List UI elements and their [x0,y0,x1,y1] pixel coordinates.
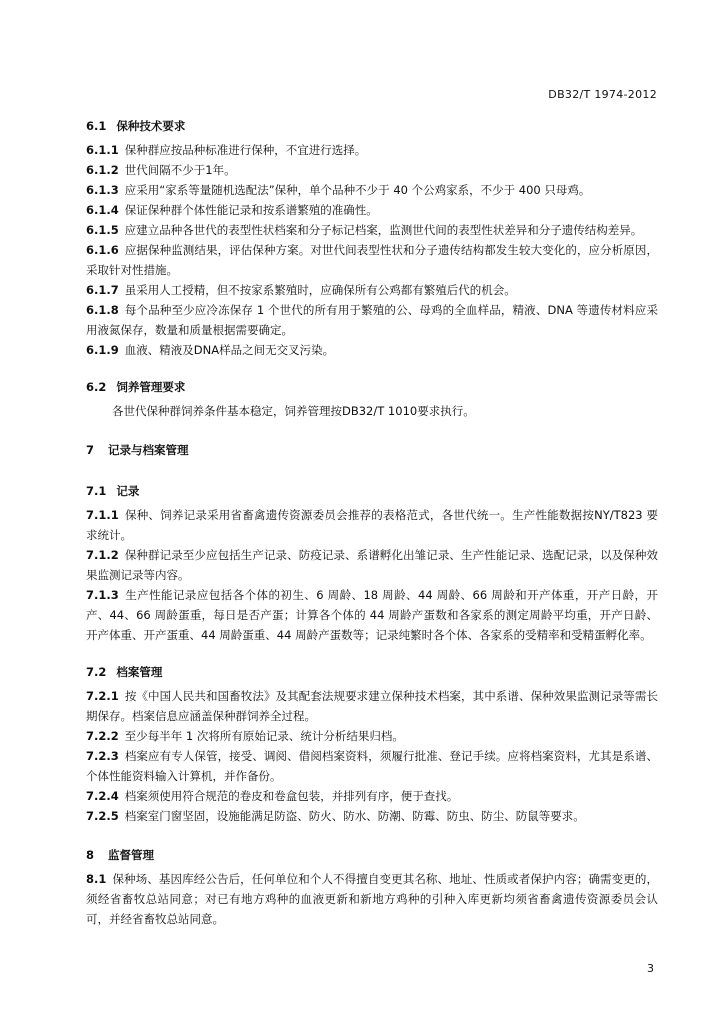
clause-number: 7.2.2 [86,729,119,743]
clause-number: 7.2.4 [86,789,119,803]
heading-title: 记录 [116,484,140,498]
clause-text: 档案应有专人保管，接受、调阅、借阅档案资料，须履行批准、登记手续。应将档案资料，尤其是系谱、个体性能资料输入计算机，并作备份。 [86,749,658,783]
clause [86,200,658,220]
clause [86,726,658,746]
clause-text: 各世代保种群饲养条件基本稳定，饲养管理按DB32/T 1010要求执行。 [112,404,475,418]
heading-title: 监督管理 [108,848,155,862]
page-number: 3 [647,962,654,975]
clause-text: 世代间隔不少于1年。 [124,163,236,177]
heading-number: 7 [86,443,95,457]
chapter-heading [86,845,658,865]
clause-number: 7.2.1 [86,689,119,703]
clause [86,340,658,360]
clause [86,786,658,806]
clause [86,240,658,280]
heading-number: 8 [86,848,95,862]
clause-number: 6.1.4 [86,203,119,217]
clause-text: 档案室门窗坚固，设施能满足防盗、防火、防水、防潮、防霉、防虫、防尘、防鼠等要求。 [124,809,585,823]
clause-number: 6.1.6 [86,243,119,257]
clause-text: 保种群记录至少应包括生产记录、防疫记录、系谱孵化出雏记录、生产性能记录、选配记录，以及保种效果监测记录等内容。 [86,548,658,582]
clause [86,280,658,300]
paragraph [86,401,658,421]
clause-number: 7.2.5 [86,809,119,823]
section-heading [86,377,658,397]
chapter-heading [86,440,658,460]
clause-number: 6.1.2 [86,163,119,177]
clause-text: 保种、饲养记录采用省畜禽遗传资源委员会推荐的表格范式，各世代统一。生产性能数据按NY/T823 要求统计。 [86,508,658,542]
section-gap [86,421,658,430]
clause-text: 档案须使用符合规范的卷皮和卷盒包装，并排列有序，便于查找。 [124,789,459,803]
heading-number: 6.1 [86,119,107,133]
clause-number: 6.1.8 [86,303,119,317]
clause [86,806,658,826]
clause-text: 至少每半年 1 次将所有原始记录、统计分析结果归档。 [124,729,404,743]
clause [86,686,658,726]
clause-text: 保种群应按品种标准进行保种，不宜进行选择。 [124,143,367,157]
section-gap [86,360,658,369]
clause [86,160,658,180]
clause-text: 生产性能记录应包括各个体的初生、6 周龄、18 周龄、44 周龄、66 周龄和开产体重，开产日龄，开产、44、66 周龄蛋重，每日是否产蛋；计算各个体的 44 周龄产蛋数和各家系的测定周龄平均重，开产日龄、开产体重、开产蛋重、44 周龄蛋重、44 周龄产蛋数等；记录纯繁时各个体、各家系的受精率和受精蛋孵化率。 [86,588,658,642]
clause-text: 血液、精液及DNA样品之间无交叉污染。 [124,343,335,357]
clause-number: 6.1.9 [86,343,119,357]
section-heading [86,481,658,501]
clause-number: 7.1.1 [86,508,119,522]
clause [86,746,658,786]
clause-number: 8.1 [86,872,107,886]
heading-title: 档案管理 [116,665,163,679]
clause [86,505,658,545]
clause-number: 6.1.5 [86,223,119,237]
clause-number: 7.2.3 [86,749,119,763]
clause-text: 按《中国人民共和国畜牧法》及其配套法规要求建立保种技术档案，其中系谱、保种效果监测记录等需长期保存。档案信息应涵盖保种群饲养全过程。 [86,689,658,723]
section-heading [86,116,658,136]
clause-text: 保种场、基因库经公告后，任何单位和个人不得擅自变更其名称、地址、性质或者保护内容；确需变更的，须经省畜牧总站同意；对已有地方鸡种的血液更新和新地方鸡种的引种入库更新均须省畜禽遗传资源委员会认可，并经省畜牧总站同意。 [86,872,658,926]
heading-title: 记录与档案管理 [108,443,189,457]
heading-title: 保种技术要求 [116,119,186,133]
clause-number: 6.1.3 [86,183,119,197]
standard-number: DB32/T 1974-2012 [548,88,657,101]
document-body [86,108,658,929]
clause [86,869,658,929]
clause [86,140,658,160]
clause-text: 应建立品种各世代的表型性状档案和分子标记档案，监测世代间的表型性状差异和分子遗传结构差异。 [124,223,643,237]
section-gap [86,464,658,473]
clause-text: 虽采用人工授精，但不按家系繁殖时，应确保所有公鸡都有繁殖后代的机会。 [124,283,516,297]
section-gap [86,645,658,654]
clause [86,180,658,200]
clause-text: 保证保种群个体性能记录和按系谱繁殖的准确性。 [124,203,378,217]
clause-number: 6.1.1 [86,143,119,157]
section-gap [86,826,658,835]
clause [86,300,658,340]
clause [86,545,658,585]
heading-number: 6.2 [86,380,107,394]
clause [86,585,658,645]
clause [86,220,658,240]
clause-text: 应采用“家系等量随机选配法”保种，单个品种不少于 40 个公鸡家系，不少于 400 只母鸡。 [124,183,591,197]
heading-title: 饲养管理要求 [116,380,186,394]
heading-number: 7.2 [86,665,107,679]
clause-number: 6.1.7 [86,283,119,297]
clause-text: 应据保种监测结果，评估保种方案。对世代间表型性状和分子遗传结构都发生较大变化的，应分析原因，采取针对性措施。 [86,243,658,277]
heading-number: 7.1 [86,484,107,498]
clause-number: 7.1.3 [86,588,119,602]
section-heading [86,662,658,682]
clause-number: 7.1.2 [86,548,119,562]
clause-text: 每个品种至少应冷冻保存 1 个世代的所有用于繁殖的公、母鸡的全血样品，精液、DNA 等遗传材料应采用液氮保存，数量和质量根据需要确定。 [86,303,658,337]
